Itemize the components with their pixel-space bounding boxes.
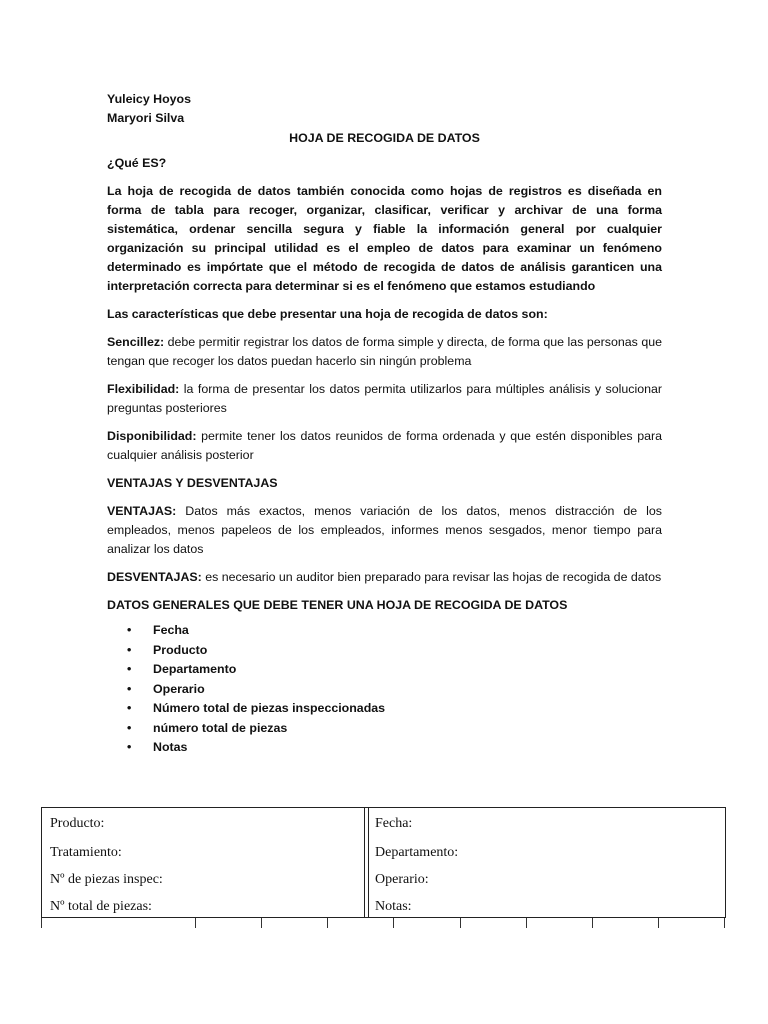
characteristics-intro: Las características que debe presentar una hoja de recogida de datos son:	[107, 307, 548, 321]
cons-paragraph	[107, 568, 662, 587]
bullet-icon: •	[127, 623, 132, 637]
form-label: Nº de piezas inspec:	[50, 872, 163, 887]
list-item-text: Operario	[153, 681, 205, 696]
characteristic-text: debe permitir registrar los datos de forma simple y directa, de forma que las personas que tengan que recoger los datos puedan hacerlo sin ningún problema	[107, 335, 662, 368]
list-item	[127, 719, 662, 739]
column-tick	[393, 918, 394, 928]
list-item	[127, 660, 662, 680]
list-item	[127, 738, 662, 758]
list-item-text: Número total de piezas inspeccionadas	[153, 701, 386, 715]
bullet-icon: •	[127, 720, 132, 735]
characteristic-simplicity	[107, 333, 662, 371]
column-tick	[526, 918, 527, 928]
sample-form-table	[41, 807, 726, 918]
list-item-text: Fecha	[153, 623, 189, 637]
pros-paragraph	[107, 502, 662, 559]
column-tick	[658, 918, 659, 928]
document-title: HOJA DE RECOGIDA DE DATOS	[289, 131, 480, 145]
form-label: Tratamiento:	[50, 845, 122, 860]
bullet-icon: •	[127, 681, 132, 696]
characteristic-text: la forma de presentar los datos permita utilizarlos para múltiples análisis y solucionar preguntas posteriores	[107, 382, 662, 415]
form-label: Departamento:	[375, 845, 459, 860]
characteristic-term: Flexibilidad:	[107, 382, 180, 396]
author-name: Yuleicy Hoyos	[107, 92, 192, 106]
characteristic-text: permite tener los datos reunidos de forma ordenada y que estén disponibles para cualquier análisis posterior	[107, 429, 662, 462]
characteristic-term: Disponibilidad:	[107, 429, 197, 443]
list-item	[127, 621, 662, 641]
bullet-icon: •	[127, 740, 132, 754]
list-item-text: número total de piezas	[153, 720, 288, 735]
bullet-icon: •	[127, 642, 132, 657]
column-tick	[592, 918, 593, 928]
column-tick	[195, 918, 196, 928]
list-item	[127, 699, 662, 719]
definition-paragraph: La hoja de recogida de datos también conocida como hojas de registros es diseñada en forma de tabla para recoger, organizar, clasificar, verificar y archivar de una forma sistemática, ordenar sencilla segura y fiable la información general por cualquier organización su principal utilidad es el empleo de datos para examinar un fenómeno determinado es impórtate que el método de recogida de datos de análisis garanticen una interpretación correcta para determinar si es el fenómeno que estamos estudiando	[107, 184, 662, 293]
list-item-text: Departamento	[153, 662, 237, 676]
characteristic-availability	[107, 427, 662, 465]
form-left-column	[50, 808, 360, 917]
pros-term: VENTAJAS:	[107, 504, 177, 518]
list-item	[127, 641, 662, 661]
pros-cons-heading: VENTAJAS Y DESVENTAJAS	[107, 476, 278, 490]
form-divider	[364, 808, 365, 917]
form-label: Fecha:	[375, 816, 413, 831]
general-data-heading: DATOS GENERALES QUE DEBE TENER UNA HOJA DE RECOGIDA DE DATOS	[107, 598, 568, 612]
document-body	[107, 90, 662, 758]
form-label: Operario:	[375, 872, 429, 887]
list-item-text: Notas	[153, 740, 188, 754]
bullet-icon: •	[127, 701, 132, 715]
column-tick	[724, 918, 725, 928]
column-tick	[261, 918, 262, 928]
general-fields-list	[107, 621, 662, 758]
form-divider	[368, 808, 369, 917]
author-name: Maryori Silva	[107, 111, 185, 125]
form-label: Producto:	[50, 816, 105, 831]
bullet-icon: •	[127, 662, 132, 676]
form-label: Nº total de piezas:	[50, 899, 152, 914]
question-heading: ¿Qué ES?	[107, 156, 167, 170]
column-tick	[327, 918, 328, 928]
characteristic-flexibility	[107, 380, 662, 418]
column-tick	[41, 918, 42, 928]
column-tick	[460, 918, 461, 928]
form-label: Notas:	[375, 899, 412, 914]
cons-text: es necesario un auditor bien preparado para revisar las hojas de recogida de datos	[201, 570, 662, 584]
pros-text: Datos más exactos, menos variación de los datos, menos distracción de los empleados, menos papeleos de los empleados, informes menos sesgados, menor tiempo para analizar los datos	[107, 504, 662, 556]
form-right-column	[375, 808, 715, 917]
list-item	[127, 680, 662, 700]
table-column-ticks	[41, 918, 726, 930]
list-item-text: Producto	[153, 642, 208, 657]
characteristic-term: Sencillez:	[107, 335, 165, 349]
cons-term: DESVENTAJAS:	[107, 570, 202, 584]
